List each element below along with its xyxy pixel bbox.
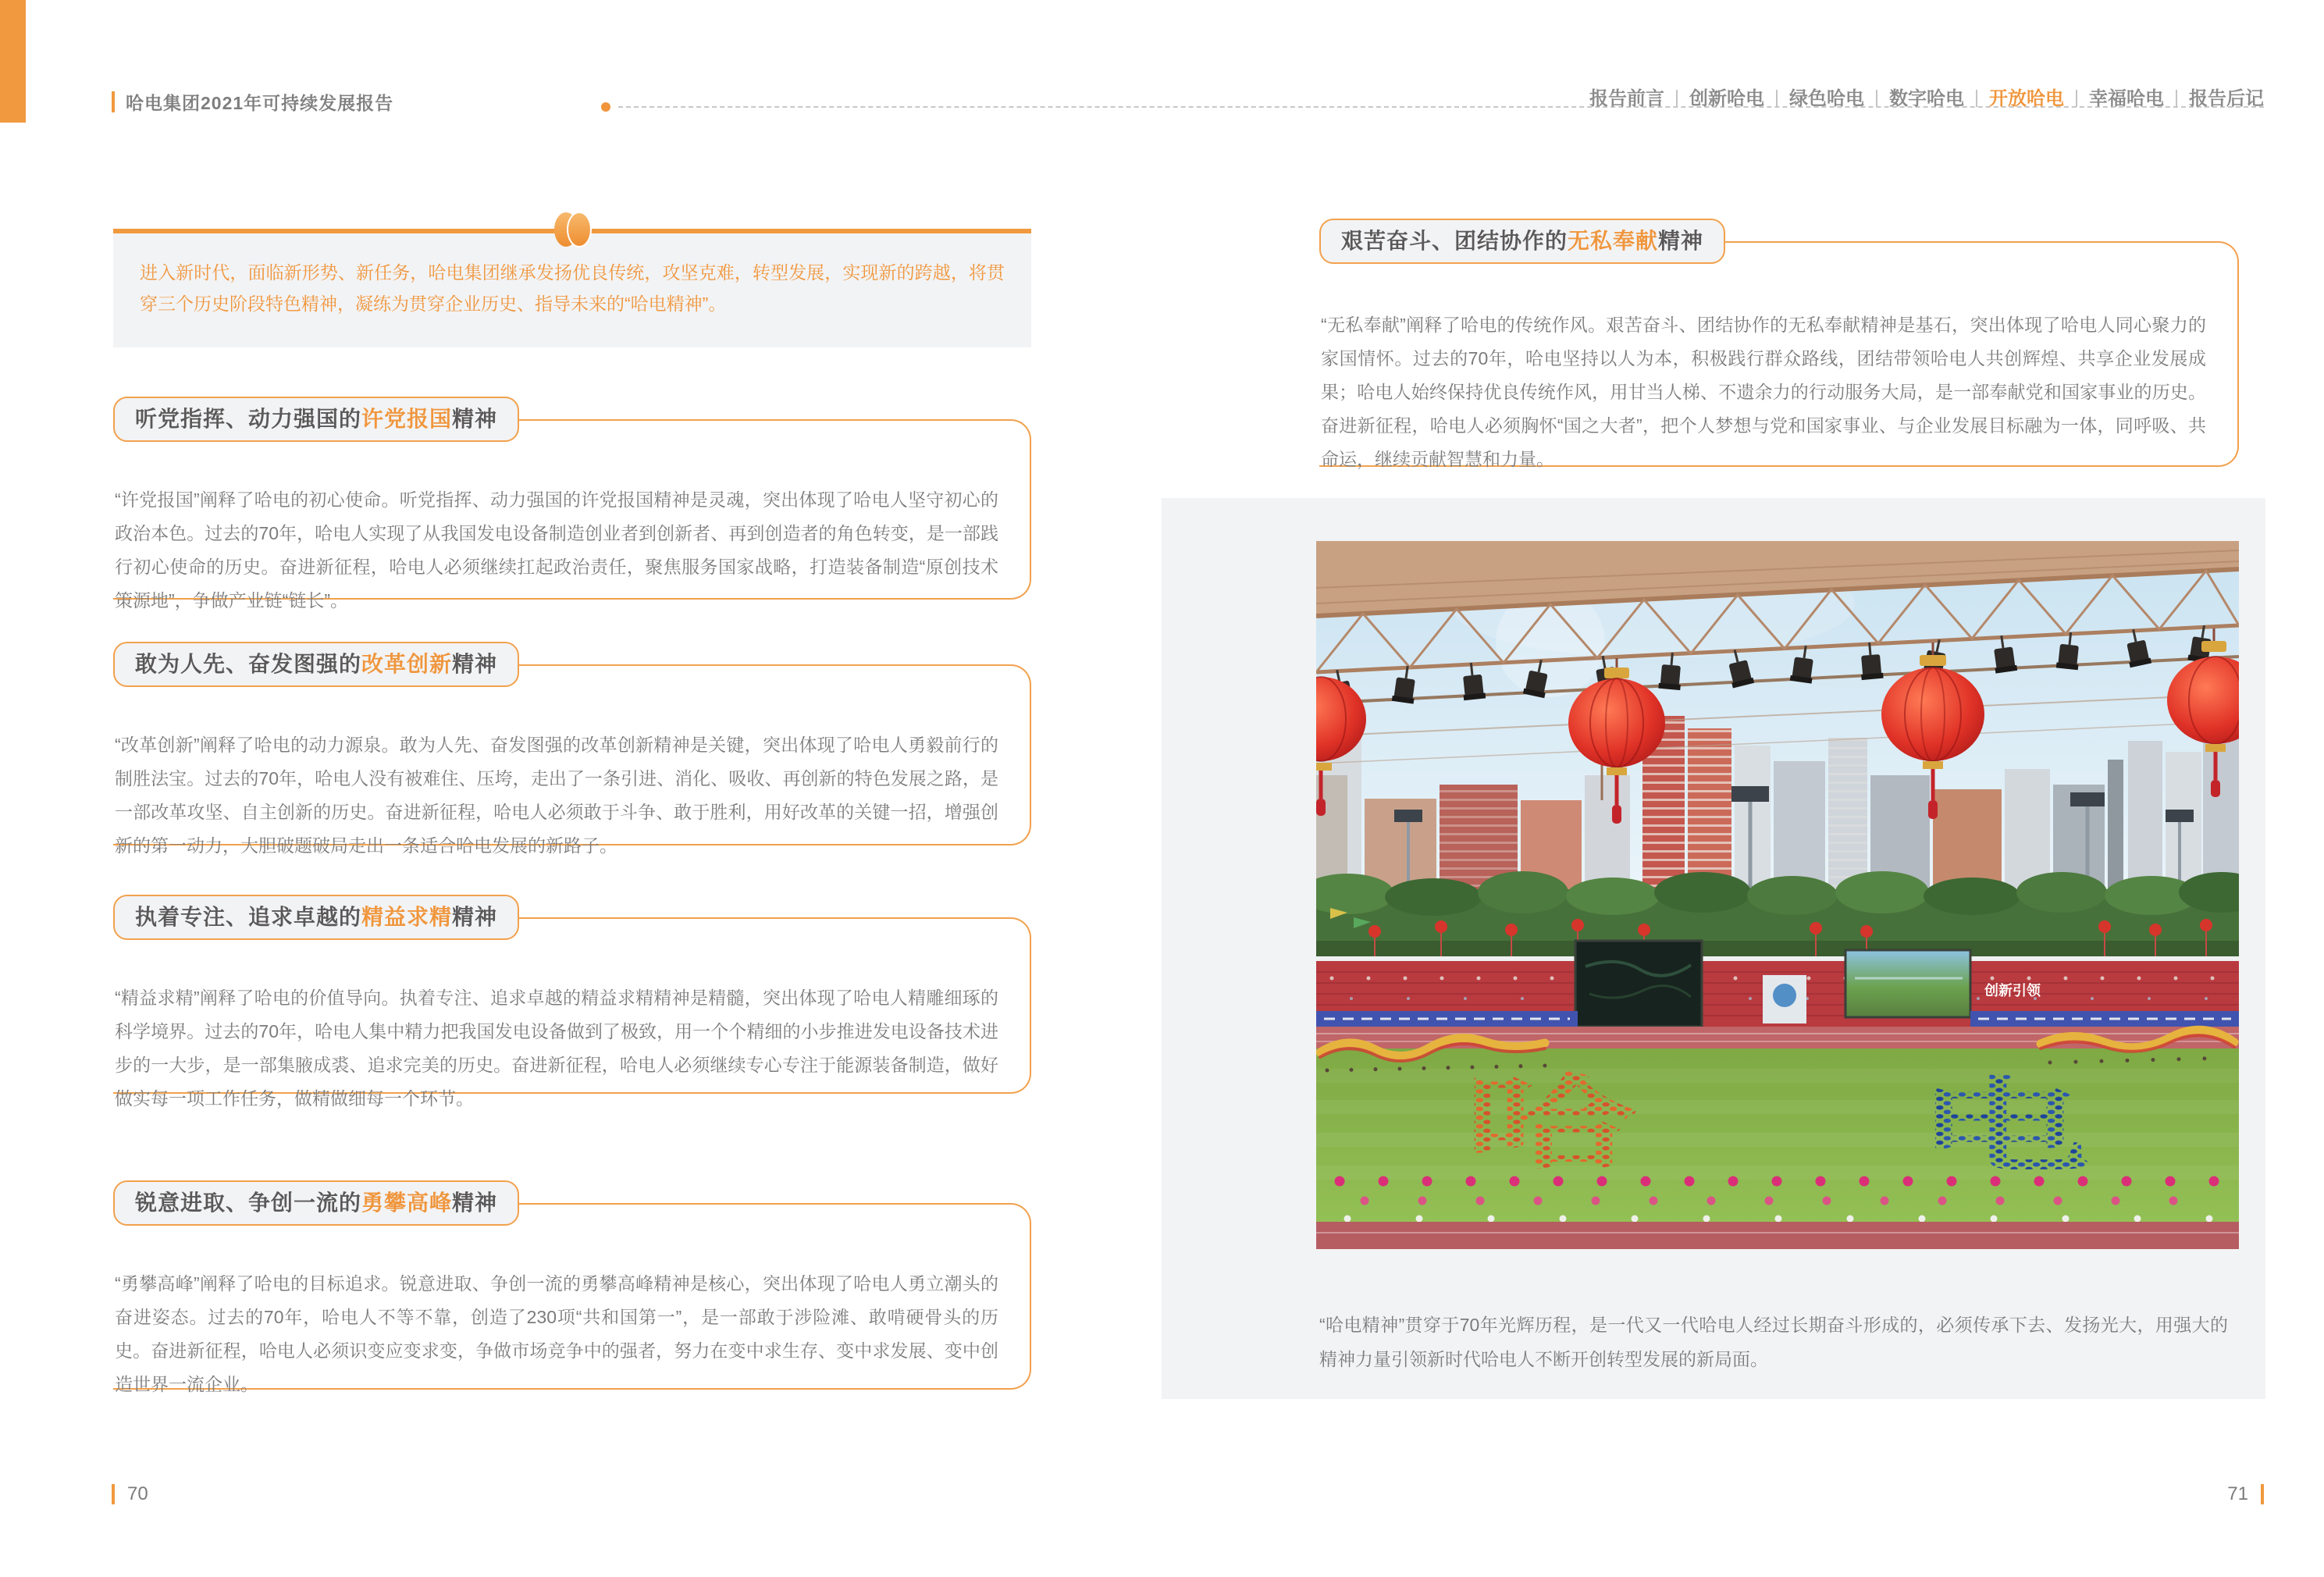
section-title-pill bbox=[113, 397, 519, 442]
page-number-left bbox=[112, 1483, 148, 1505]
spirit-section-wusi-fengxian bbox=[1319, 219, 2239, 467]
double-coin-icon bbox=[546, 211, 598, 252]
title-prefix: 敢为人先、奋发图强的 bbox=[135, 652, 362, 676]
spirit-section-gaige-chuangxin bbox=[113, 642, 1031, 856]
title-prefix: 听党指挥、动力强国的 bbox=[135, 407, 362, 431]
title-prefix: 锐意进取、争创一流的 bbox=[135, 1191, 362, 1215]
header-dot-icon bbox=[601, 102, 610, 112]
corner-accent-strip bbox=[0, 0, 26, 123]
stadium-photo bbox=[1316, 541, 2239, 1249]
page-number-value: 71 bbox=[2227, 1483, 2248, 1504]
chapter-nav bbox=[1589, 83, 2264, 110]
section-body: “改革创新”阐释了哈电的动力源泉。敢为人先、奋发图强的改革创新精神是关键，突出体现了哈电人勇毅前行的制胜法宝。过去的70年，哈电人没有被难住、压垮，走出了一条引进、消化、吸收、再创新的特色发展之路，是一部改革攻坚、自主创新的历史。奋进新征程，哈电人必须敢于斗争、敢于胜利，用好改革的关键一招，增强创新的第一动力，大胆破题破局走出一条适合哈电发展的新路子。 bbox=[115, 735, 998, 856]
title-highlight: 许党报国 bbox=[361, 407, 453, 431]
title-prefix: 艰苦奋斗、团结协作的 bbox=[1341, 229, 1568, 253]
photo-caption: “哈电精神”贯穿于70年光辉历程，是一代又一代哈电人经过长期奋斗形成的，必须传承下去、发扬光大，用强大的精神力量引领新时代哈电人不断开创转型发展的新局面。 bbox=[1319, 1315, 2228, 1369]
section-body: “许党报国”阐释了哈电的初心使命。听党指挥、动力强国的许党报国精神是灵魂，突出体现了哈电人坚守初心的政治本色。过去的70年，哈电人实现了从我国发电设备制造创业者到创新者、再到创造者的角色转变，是一部践行初心使命的历史。奋进新征程，哈电人必须继续扛起政治责任，聚焦服务国家战略，打造装备制造“原创技术策源地”，争做产业链“链长”。 bbox=[115, 489, 998, 611]
title-suffix: 精神 bbox=[1658, 229, 1704, 253]
nav-item-green: 绿色哈电 bbox=[1789, 83, 1889, 110]
header-left bbox=[112, 89, 393, 115]
title-suffix: 精神 bbox=[452, 407, 498, 431]
page-number-value: 70 bbox=[127, 1483, 148, 1504]
svg-text:哈: 哈 bbox=[1463, 1066, 1638, 1182]
page-number-bar bbox=[2261, 1484, 2264, 1504]
report-title: 哈电集团2021年可持续发展报告 bbox=[126, 93, 394, 113]
title-suffix: 精神 bbox=[452, 652, 498, 676]
nav-item-postscript: 报告后记 bbox=[2189, 88, 2264, 109]
page-number-right bbox=[2227, 1483, 2264, 1505]
title-highlight: 勇攀高峰 bbox=[361, 1191, 453, 1215]
section-title-pill bbox=[113, 1180, 519, 1226]
nav-item-open-active: 开放哈电 bbox=[1989, 83, 2089, 110]
spirit-section-xudang-baoguo bbox=[113, 397, 1031, 611]
header-accent-bar bbox=[112, 91, 115, 112]
page-number-bar bbox=[112, 1484, 115, 1504]
spirit-section-jingyi-qiujing bbox=[113, 895, 1031, 1109]
nav-item-digital: 数字哈电 bbox=[1889, 83, 1989, 110]
banner-text: 创新引领 bbox=[1984, 983, 2041, 999]
svg-text:电: 电 bbox=[1916, 1069, 2091, 1185]
track-bottom bbox=[1316, 1222, 2239, 1249]
section-body: “无私奉献”阐释了哈电的传统作风。艰苦奋斗、团结协作的无私奉献精神是基石，突出体现了哈电人同心聚力的家国情怀。过去的70年，哈电坚持以人为本，积极践行群众路线，团结带领哈电人共创辉煌、共享企业发展成果；哈电人始终保持优良传统作风，用甘当人梯、不遗余力的行动服务大局，是一部奉献党和国家事业的历史。奋进新征程，哈电人必须胸怀“国之大者”，把个人梦想与党和国家事业、与企业发展目标融为一体，同呼吸、共命运，继续贡献智慧和力量。 bbox=[1321, 315, 2206, 469]
title-prefix: 执着专注、追求卓越的 bbox=[135, 905, 362, 929]
intro-box bbox=[113, 229, 1031, 347]
title-suffix: 精神 bbox=[452, 905, 498, 929]
nav-item-happy: 幸福哈电 bbox=[2089, 83, 2189, 110]
section-body: “勇攀高峰”阐释了哈电的目标追求。锐意进取、争创一流的勇攀高峰精神是核心，突出体现了哈电人勇立潮头的奋进姿态。过去的70年，哈电人不等不靠，创造了230项“共和国第一”，是一部敢于涉险滩、敢啃硬骨头的历史。奋进新征程，哈电人必须识变应变求变，争做市场竞争中的强者，努力在变中求生存、变中求发展、变中创造世界一流企业。 bbox=[115, 1273, 998, 1394]
tree-line bbox=[1316, 871, 2239, 961]
field bbox=[1316, 1048, 2239, 1222]
nav-item-innovation: 创新哈电 bbox=[1689, 83, 1789, 110]
section-title-pill bbox=[113, 895, 519, 940]
nav-item-preface: 报告前言 bbox=[1589, 83, 1689, 110]
title-highlight: 无私奉献 bbox=[1568, 229, 1659, 253]
title-highlight: 精益求精 bbox=[361, 905, 453, 929]
section-title-pill bbox=[1319, 219, 1725, 264]
intro-text: 进入新时代，面临新形势、新任务，哈电集团继承发扬优良传统，攻坚克难，转型发展，实现新的跨越，将贯穿三个历史阶段特色精神，凝练为贯穿企业历史、指导未来的“哈电精神”。 bbox=[140, 262, 1005, 314]
title-highlight: 改革创新 bbox=[361, 652, 453, 676]
spirit-section-yongpan-gaofeng bbox=[113, 1180, 1031, 1394]
title-suffix: 精神 bbox=[452, 1191, 498, 1215]
section-body: “精益求精”阐释了哈电的价值导向。执着专注、追求卓越的精益求精精神是精髓，突出体现了哈电人精雕细琢的科学境界。过去的70年，哈电人集中精力把我国发电设备做到了极致，用一个个精细的小步推进发电设备技术进步的一大步，是一部集腋成裘、追求完美的历史。奋进新征程，哈电人必须继续专心专注于能源装备制造，做好做实每一项工作任务，做精做细每一个环节。 bbox=[115, 988, 998, 1109]
section-title-pill bbox=[113, 642, 519, 687]
